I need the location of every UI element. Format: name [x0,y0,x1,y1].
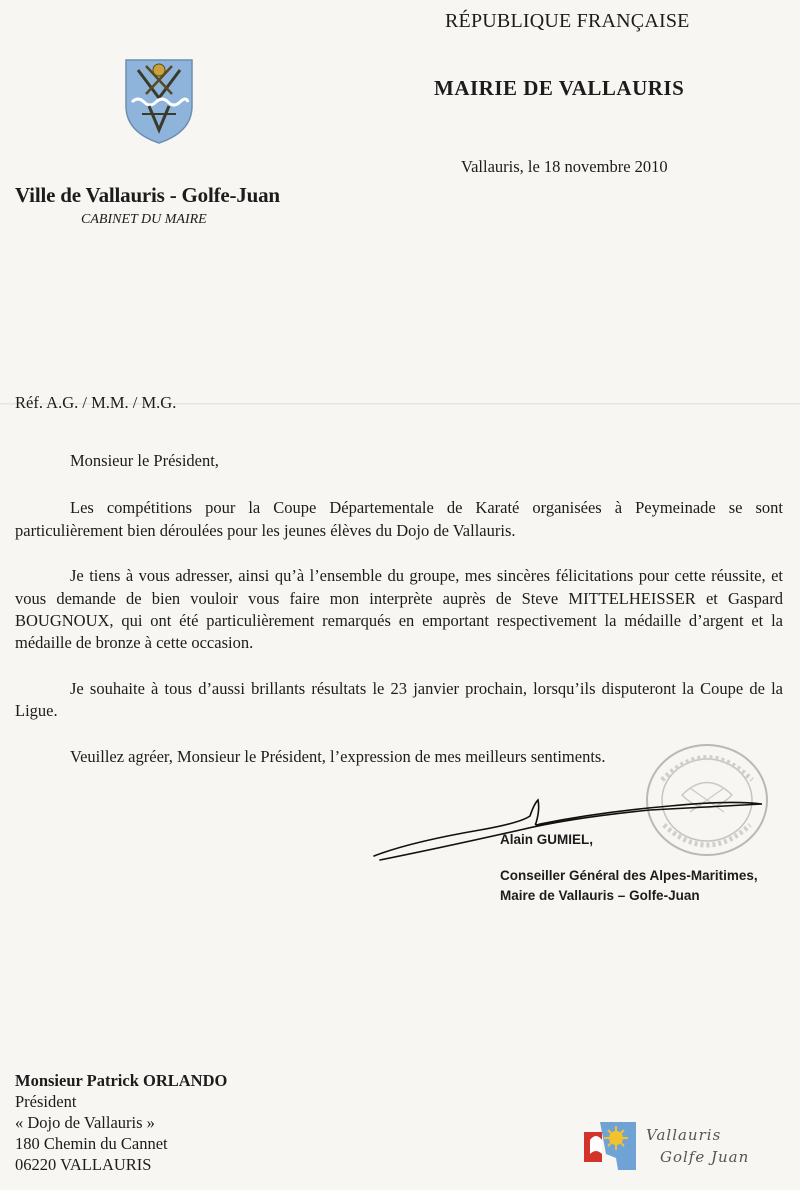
signatory-title [500,866,758,906]
cabinet-label: CABINET DU MAIRE [81,212,207,227]
republic-heading: RÉPUBLIQUE FRANÇAISE [445,10,690,32]
letter-date: Vallauris, le 18 novembre 2010 [461,157,668,176]
paragraph-2: Je tiens à vous adresser, ainsi qu’à l’ensemble du groupe, mes sincères félicitations pour cette réussite, et vous demande de bien vouloir vous faire mon interprète auprès de Steve MITTELHEISSER et Gaspard BOUGNOUX, qui ont été particulièrement remarqués en emportant respectivement la médaille d’argent et la médaille de bronze à cette occasion. [15,566,783,653]
salutation: Monsieur le Président, [70,451,219,470]
city-name: Ville de Vallauris - Golfe-Juan [15,183,280,207]
vallauris-logo-text [646,1124,749,1168]
mairie-heading: MAIRIE DE VALLAURIS [434,76,685,100]
handwritten-signature [370,790,770,870]
logo-line-1: Vallauris [646,1126,722,1144]
signatory-name: Alain GUMIEL, [500,832,594,847]
reference-line: Réf. A.G. / M.M. / M.G. [15,393,177,412]
paragraph-3: Je souhaite à tous d’aussi brillants résultats le 23 janvier prochain, lorsqu’ils disputeront la Coupe de la Ligue. [15,678,783,721]
signatory-title-line-1: Conseiller Général des Alpes-Maritimes, [500,868,758,883]
city-crest-icon [124,58,194,144]
recipient-organisation: « Dojo de Vallauris » [15,1113,155,1132]
paragraph-1: Les compétitions pour la Coupe Départementale de Karaté organisées à Peymeinade se sont particulièrement bien déroulées pour les jeunes élèves du Dojo de Vallauris. [15,498,783,540]
recipient-city: 06220 VALLAURIS [15,1155,152,1174]
recipient-street: 180 Chemin du Cannet [15,1134,168,1153]
logo-line-2: Golfe Juan [660,1148,750,1166]
recipient-name: Monsieur Patrick ORLANDO [15,1071,228,1090]
signatory-title-line-2: Maire de Vallauris – Golfe-Juan [500,888,700,903]
recipient-address [15,1070,227,1175]
vallauris-logo-icon [580,1118,642,1174]
recipient-role: Président [15,1092,77,1111]
paragraph-4: Veuillez agréer, Monsieur le Président, l’expression de mes meilleurs sentiments. [70,746,606,766]
